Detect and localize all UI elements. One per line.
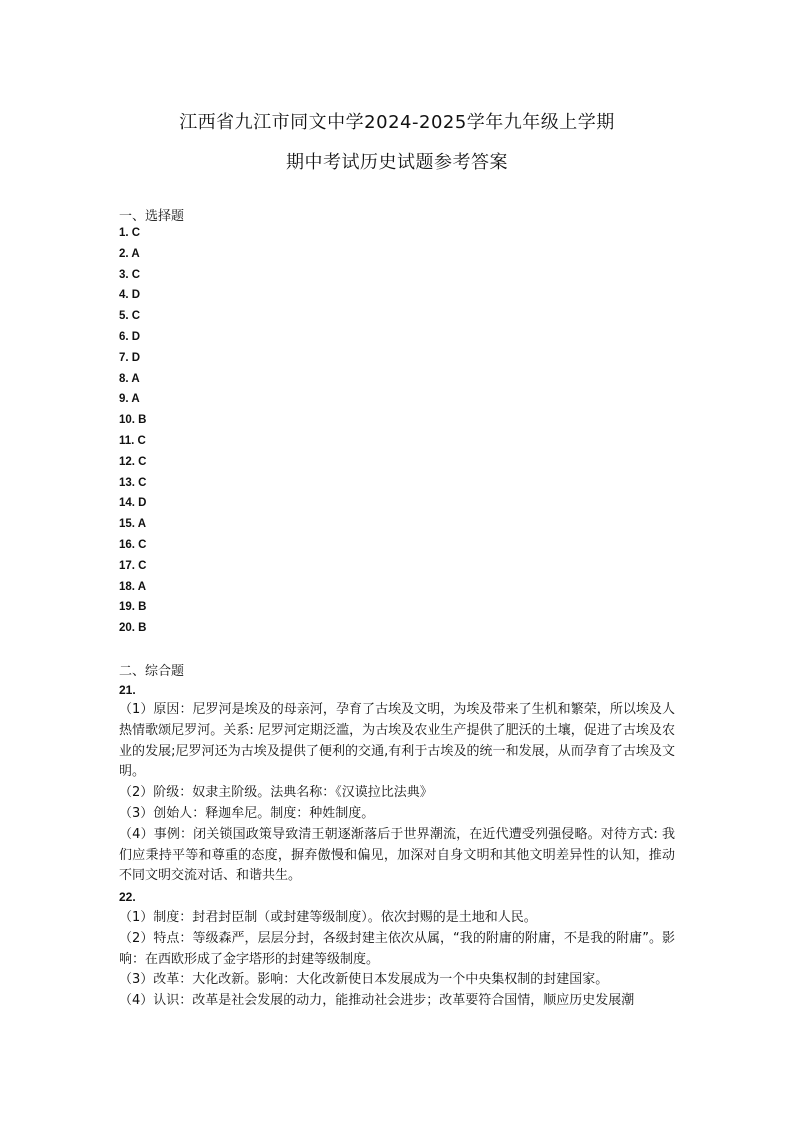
answer-paragraph: （4）事例：闭关锁国政策导致清王朝逐渐落后于世界潮流，在近代遭受列强侵略。对待方式: 我们应秉持平等和尊重的态度，摒弃傲慢和偏见，加深对自身文明和其他文明差异性的认知，推动不同文明交流对话、和谐共生。 xyxy=(119,826,675,884)
answer-paragraph: （2）特点：等级森严，层层分封，各级封建主依次从属，“我的附庸的附庸，不是我的附庸”。影响：在西欧形成了金字塔形的封建等级制度。 xyxy=(119,930,675,967)
list-item: 11. C xyxy=(119,434,146,447)
question-21-answer xyxy=(119,700,675,887)
list-item: 15. A xyxy=(119,518,147,531)
list-item: 3. C xyxy=(119,268,141,281)
list-item: 5. C xyxy=(119,310,141,323)
list-item: 17. C xyxy=(119,559,147,572)
list-item: 16. C xyxy=(119,538,147,551)
list-item: 6. D xyxy=(119,330,141,343)
document-subtitle: 期中考试历史试题参考答案 xyxy=(286,152,508,173)
list-item: 1. C xyxy=(119,227,141,239)
list-item: 14. D xyxy=(119,497,147,510)
answer-paragraph: （2）阶级：奴隶主阶级。法典名称：《汉谟拉比法典》 xyxy=(119,785,433,801)
list-item: 10. B xyxy=(119,414,147,427)
list-item: 18. A xyxy=(119,580,147,593)
answer-paragraph: （3）创始人：释迦牟尼。制度：种姓制度。 xyxy=(119,805,375,821)
list-item: 9. A xyxy=(119,393,140,406)
document-title: 江西省九江市同文中学2024-2025学年九年级上学期 xyxy=(179,112,615,133)
list-item: 7. D xyxy=(119,351,141,364)
question-number-22: 22. xyxy=(119,890,136,904)
section-heading-choice: 一、选择题 xyxy=(119,209,185,224)
section-heading-comprehensive: 二、综合题 xyxy=(119,664,185,679)
list-item: 12. C xyxy=(119,455,147,468)
answer-paragraph: （1）制度：封君封臣制（或封建等级制度）。依次封赐的是土地和人民。 xyxy=(119,910,537,925)
list-item: 20. B xyxy=(119,622,147,635)
list-item: 8. A xyxy=(119,372,140,385)
question-number-21: 21. xyxy=(119,683,136,697)
list-item: 2. A xyxy=(119,247,140,260)
list-item: 13. C xyxy=(119,476,147,489)
list-item: 4. D xyxy=(119,289,141,302)
choice-answer-list xyxy=(119,223,147,639)
list-item: 19. B xyxy=(119,601,147,614)
question-22-answer xyxy=(119,908,675,1033)
answer-paragraph: （3）改革：大化改新。影响：大化改新使日本发展成为一个中央集权制的封建国家。 xyxy=(119,972,609,988)
answer-paragraph: （1）原因：尼罗河是埃及的母亲河，孕育了古埃及文明，为埃及带来了生机和繁荣，所以埃及人热情歌颂尼罗河。关系: 尼罗河定期泛滥，为古埃及农业生产提供了肥沃的土壤，促进了古埃及农业的发展;尼罗河还为古埃及提供了便利的交通,有利于古埃及的统一和发展，从而孕育了古埃及文明。 xyxy=(119,702,675,780)
answer-paragraph: （4）认识：改革是社会发展的动力，能推动社会进步；改革要符合国情，顺应历史发展潮 xyxy=(119,993,635,1009)
